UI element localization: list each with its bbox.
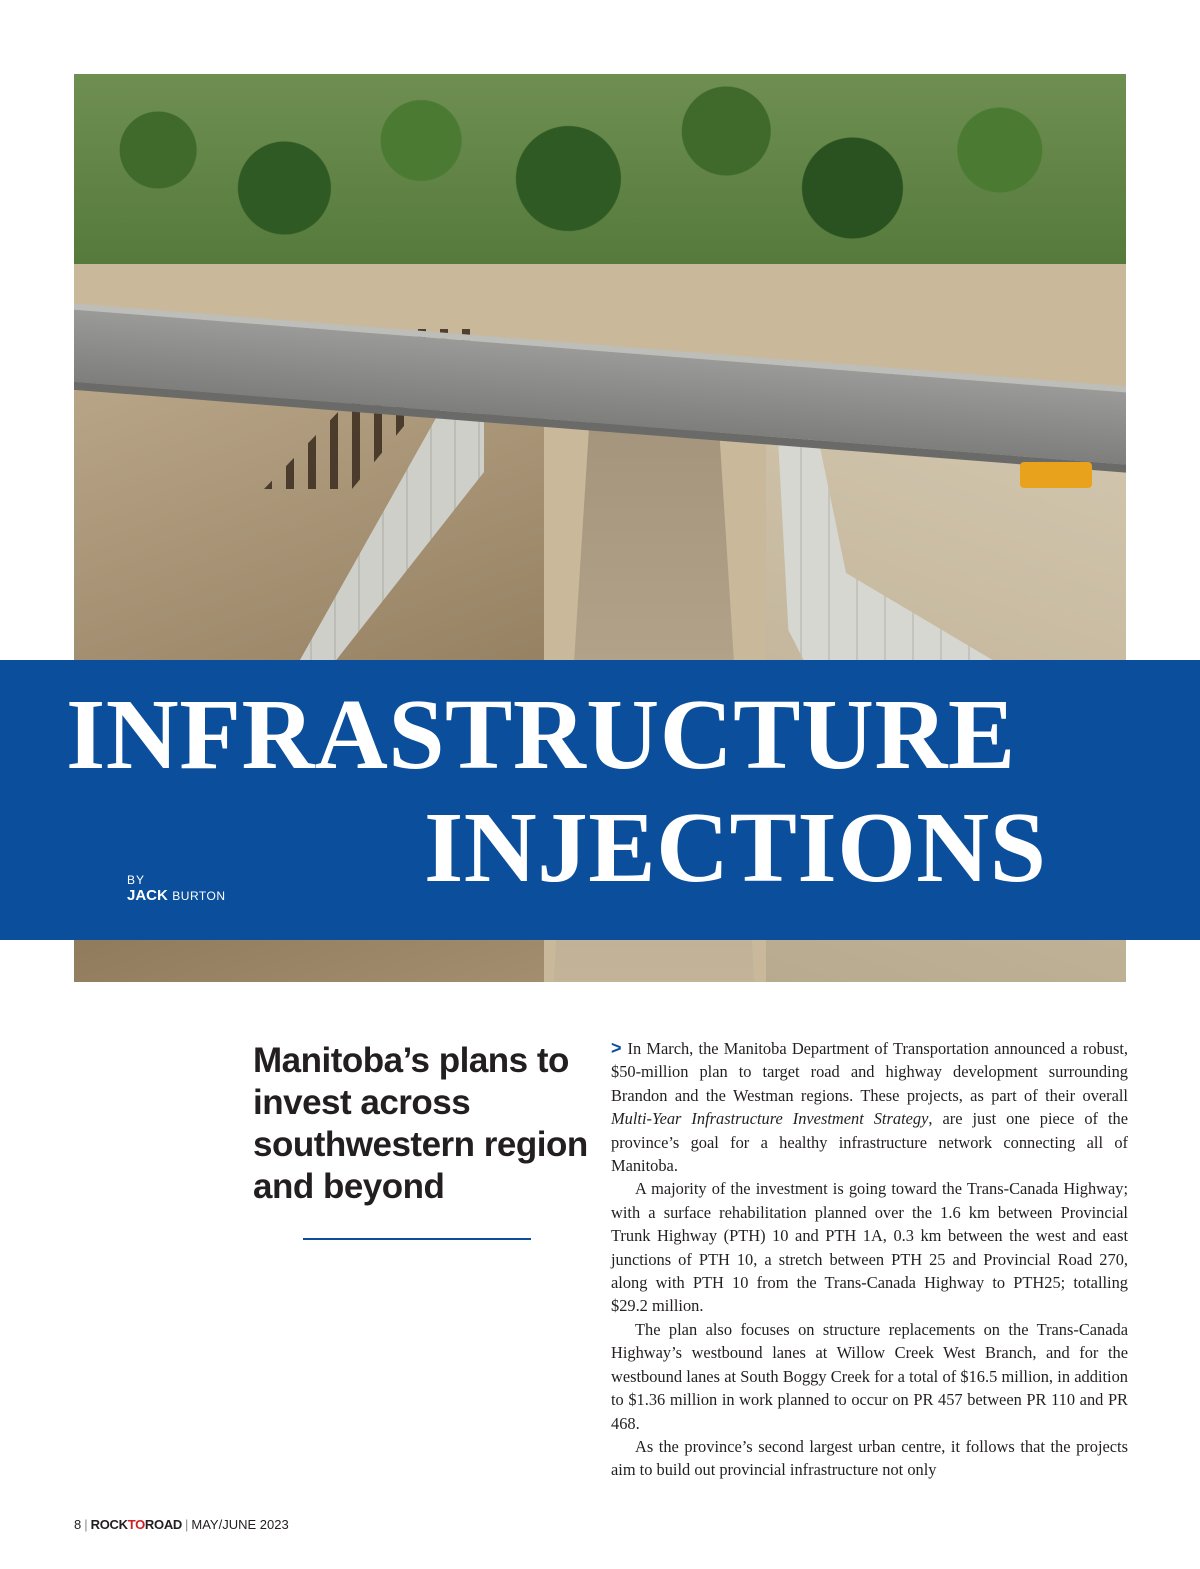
logo-part-to: TO	[127, 1517, 145, 1532]
deck-divider	[303, 1238, 531, 1240]
page-footer	[74, 1517, 289, 1532]
body-paragraph: A majority of the investment is going toward the Trans-Canada Highway; with a surface rehabilitation planned over the 1.6 km between Provincial Trunk Highway (PTH) 10 and PTH 1A, 0.3 km between the west and east junctions of PTH 10, a stretch between PTH 25 and Provincial Road 270, along with PTH 10 from the Trans-Canada Highway to PTH25; totalling $29.2 million.	[611, 1179, 1128, 1316]
page-number: 8	[74, 1517, 82, 1532]
lead-arrow-icon: >	[611, 1038, 622, 1058]
headline-line-2: INJECTIONS	[424, 791, 1047, 903]
footer-separator: |	[84, 1517, 88, 1532]
footer-separator: |	[185, 1517, 189, 1532]
photo-pickup-truck	[1020, 462, 1092, 488]
body-text: In March, the Manitoba Department of Transportation announced a robust, $50-million plan to target road and highway development surrounding Brandon and the Westman regions. These projects, as part of their overall	[611, 1039, 1128, 1105]
body-paragraph: The plan also focuses on structure replacements on the Trans-Canada Highway’s westbound lanes at Willow Creek West Branch, and for the westbound lanes at South Boggy Creek for a total of $16.5 million, in addition to $1.36 million in work planned to occur on PR 457 between PR 110 and PR 468.	[611, 1319, 1128, 1433]
body-paragraph: As the province’s second largest urban centre, it follows that the projects aim to build out provincial infrastructure not only	[611, 1436, 1128, 1480]
author-first-name: JACK	[127, 887, 168, 904]
article-deck: Manitoba’s plans to invest across southwestern region and beyond	[253, 1041, 588, 1206]
strategy-title: Multi-Year Infrastructure Investment Strategy	[611, 1109, 929, 1129]
headline-line-1: INFRASTRUCTURE	[66, 678, 1016, 790]
body-text: , are just one piece of the province’s goal for a healthy infrastructure network connecting all of Manitoba.	[611, 1109, 1128, 1176]
photo-trees	[74, 74, 1126, 264]
author-last-name: BURTON	[172, 889, 226, 903]
issue-date: MAY/JUNE 2023	[191, 1517, 289, 1532]
byline-by: BY	[127, 873, 146, 887]
byline	[127, 873, 226, 905]
article-body	[611, 1037, 1128, 1482]
magazine-logo	[91, 1517, 182, 1532]
logo-part-road: ROAD	[144, 1517, 182, 1532]
logo-part-rock: ROCK	[90, 1517, 128, 1532]
body-paragraph	[611, 1037, 1128, 1177]
